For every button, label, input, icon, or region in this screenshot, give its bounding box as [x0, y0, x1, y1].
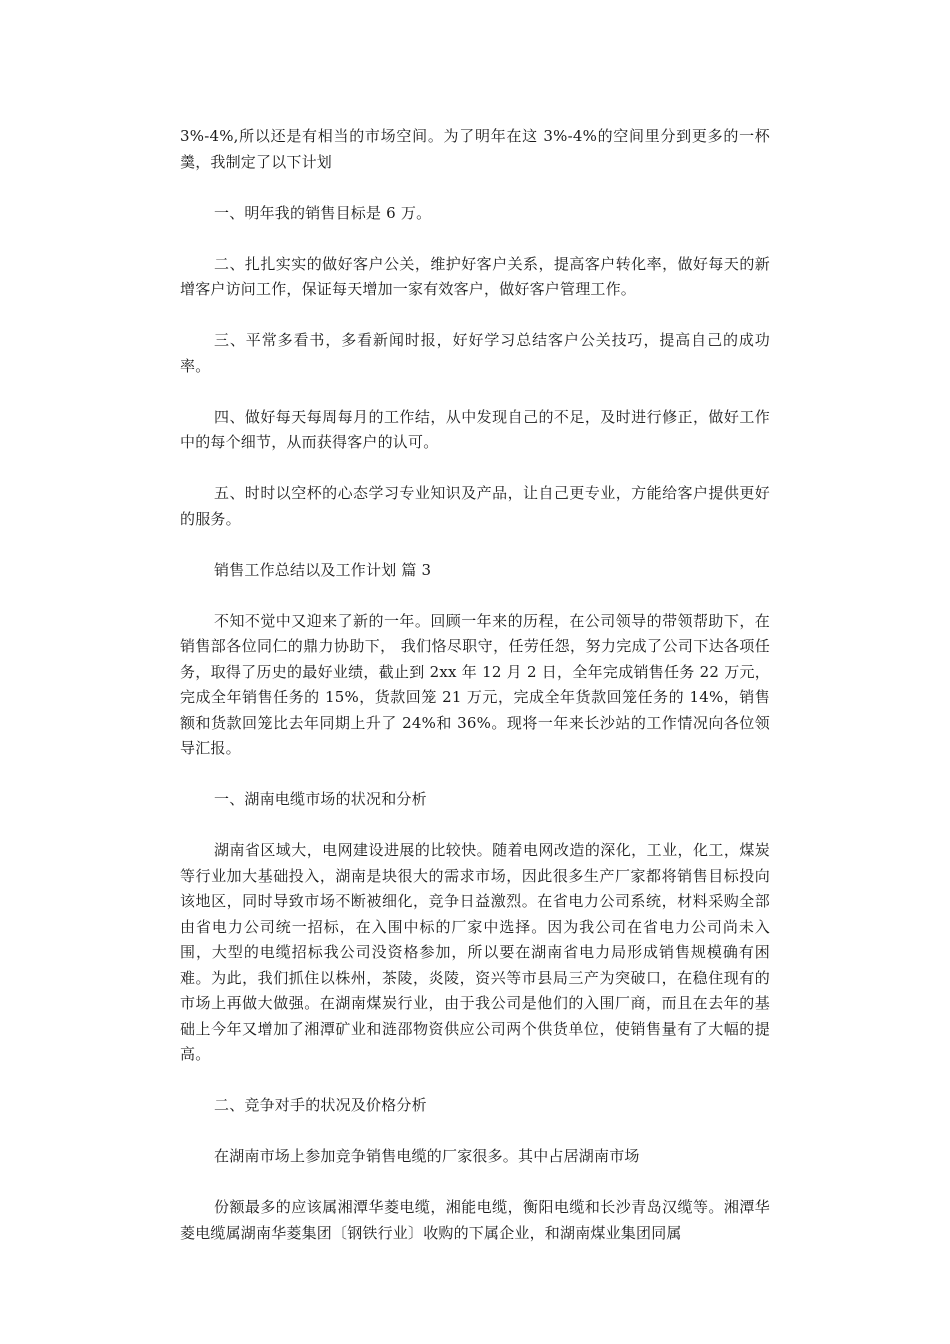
paragraph-competitors-intro: 在湖南市场上参加竞争销售电缆的厂家很多。其中占居湖南市场 — [214, 1147, 640, 1165]
paragraph-market-analysis: 湖南省区域大，电网建设进展的比较快。随着电网改造的深化，工业，化工，煤炭等行业加大基础投入，湖南是块很大的需求市场，因此很多生产厂家都将销售目标投向该地区，同时导致市场不断被细化，竞争日益激烈。在省电力公司系统，材料采购全部由省电力公司统一招标，在入围中标的厂家中选择。因为我公司在省电力公司尚未入围，大型的电缆招标我公司没资格参加，所以要在湖南省电力局形成销售规模确有困难。为此，我们抓住以株州，茶陵，炎陵，资兴等市县局三产为突破口，在稳住现有的市场上再做大做强。在湖南煤炭行业，由于我公司是他们的入围厂商，而且在去年的基础上今年又增加了湘潭矿业和涟邵物资供应公司两个供货单位，使销售量有了大幅的提高。 — [180, 841, 770, 1063]
heading-competitor-analysis: 二、竞争对手的状况及价格分析 — [214, 1096, 427, 1114]
paragraph-intro-continued: 3%-4%,所以还是有相当的市场空间。为了明年在这 3%-4%的空间里分到更多的一杯羹，我制定了以下计划 — [180, 127, 770, 171]
paragraph-year-review: 不知不觉中又迎来了新的一年。回顾一年来的历程，在公司领导的带领帮助下，在销售部各位同仁的鼎力协助下， 我们恪尽职守，任劳任怨，努力完成了公司下达各项任务，取得了历史的最好业绩，截止到 2xx 年 12 月 2 日，全年完成销售任务 22 万元，完成全年销售任务的 15%，货款回笼 21 万元，完成全年货款回笼任务的 14%，销售额和货款回笼比去年同期上升了 24%和 36%。现将一年来长沙站的工作情况向各位领导汇报。 — [180, 611, 770, 757]
plan-item-5: 五、时时以空杯的心态学习专业知识及产品，让自己更专业，方能给客户提供更好的服务。 — [180, 484, 770, 528]
section-title-part-3: 销售工作总结以及工作计划 篇 3 — [214, 560, 432, 579]
plan-item-4: 四、做好每天每周每月的工作结，从中发现自己的不足，及时进行修正，做好工作中的每个细节，从而获得客户的认可。 — [180, 407, 770, 451]
plan-item-3: 三、平常多看书，多看新闻时报，好好学习总结客户公关技巧，提高自己的成功率。 — [180, 331, 770, 375]
plan-item-2: 二、扎扎实实的做好客户公关，维护好客户关系，提高客户转化率，做好每天的新增客户访问工作，保证每天增加一家有效客户，做好客户管理工作。 — [180, 254, 770, 298]
paragraph-competitors-detail: 份额最多的应该属湘潭华菱电缆，湘能电缆，衡阳电缆和长沙青岛汉缆等。湘潭华菱电缆属湖南华菱集团〔钢铁行业〕收购的下属企业，和湖南煤业集团同属 — [180, 1198, 770, 1242]
document-body — [180, 124, 770, 1272]
heading-market-analysis: 一、湖南电缆市场的状况和分析 — [214, 790, 427, 808]
plan-item-1: 一、明年我的销售目标是 6 万。 — [214, 203, 432, 222]
